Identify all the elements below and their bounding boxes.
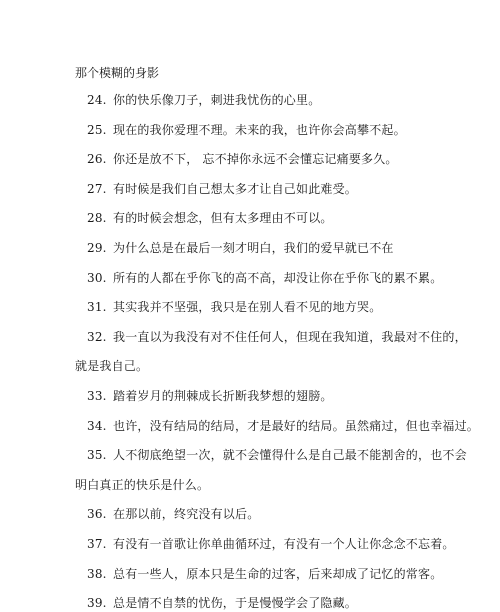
- item-text: 为什么总是在最后一刻才明白，我们的爱早就已不在: [113, 241, 394, 255]
- list-item: [87, 269, 442, 287]
- section-heading: 那个模糊的身影: [75, 66, 160, 80]
- item-continuation: 明白真正的快乐是什么。: [75, 477, 210, 492]
- item-text: 其实我并不坚强，我只是在别人看不见的地方哭。: [113, 300, 382, 315]
- list-item: [87, 535, 455, 553]
- item-number: 37.: [87, 537, 107, 551]
- list-item: [87, 417, 479, 435]
- item-text: 你还是放不下， 忘不掉你永远不会懂忘记痛要多久。: [113, 152, 398, 167]
- item-number: 27.: [87, 181, 107, 196]
- list-item: [87, 298, 381, 316]
- item-number: 34.: [87, 418, 107, 433]
- item-number: 33.: [87, 389, 107, 403]
- list-item: [87, 328, 467, 346]
- item-number: 35.: [87, 448, 107, 463]
- item-text: 也许，没有结局的结局，才是最好的结局。虽然痛过，但也幸福过。: [113, 418, 480, 433]
- item-text: 人不彻底绝望一次，就不会懂得什么是自己最不能割舍的，也不会: [113, 448, 467, 463]
- item-text: 你的快乐像刀子，刺进我忧伤的心里。: [113, 93, 321, 107]
- list-item: [87, 505, 259, 523]
- item-number: 26.: [87, 152, 107, 167]
- item-text: 现在的我你爱理不理。未来的我，也许你会高攀不起。: [113, 122, 406, 137]
- list-item: [87, 446, 467, 464]
- item-text: 有时候是我们自己想太多才让自己如此难受。: [113, 181, 358, 196]
- item-text: 有没有一首歌让你单曲循环过，有没有一个人让你念念不忘着。: [113, 537, 455, 551]
- list-item: [87, 180, 357, 198]
- list-item: [87, 239, 394, 257]
- item-number: 36.: [87, 507, 107, 522]
- list-item: [87, 150, 398, 168]
- item-text: 踏着岁月的荆棘成长折断我梦想的翅膀。: [113, 389, 333, 403]
- item-number: 31.: [87, 300, 107, 315]
- item-number: 38.: [87, 566, 107, 581]
- list-item: [87, 565, 442, 583]
- list-item: [87, 387, 333, 405]
- item-number: 25.: [87, 122, 107, 137]
- item-number: 28.: [87, 211, 107, 226]
- item-text: 在那以前，终究没有以后。: [113, 507, 260, 522]
- item-text: 总是情不自禁的忧伤，于是慢慢学会了隐藏。: [113, 596, 358, 611]
- item-number: 32.: [87, 329, 107, 344]
- item-number: 24.: [87, 93, 107, 107]
- item-text: 总有一些人，原本只是生命的过客，后来却成了记忆的常客。: [113, 566, 443, 581]
- item-text: 我一直以为我没有对不住任何人，但现在我知道，我最对不住的，: [113, 329, 467, 344]
- item-continuation: 就是我自己。: [75, 359, 149, 374]
- list-item: [87, 209, 333, 227]
- item-number: 29.: [87, 241, 107, 255]
- list-item: [87, 91, 320, 109]
- item-text: 有的时候会想念，但有太多理由不可以。: [113, 211, 333, 226]
- list-item: [87, 594, 357, 612]
- item-number: 39.: [87, 596, 107, 611]
- list-item: [87, 121, 406, 139]
- item-text: 所有的人都在乎你飞的高不高，却没让你在乎你飞的累不累。: [113, 270, 443, 285]
- item-number: 30.: [87, 270, 107, 285]
